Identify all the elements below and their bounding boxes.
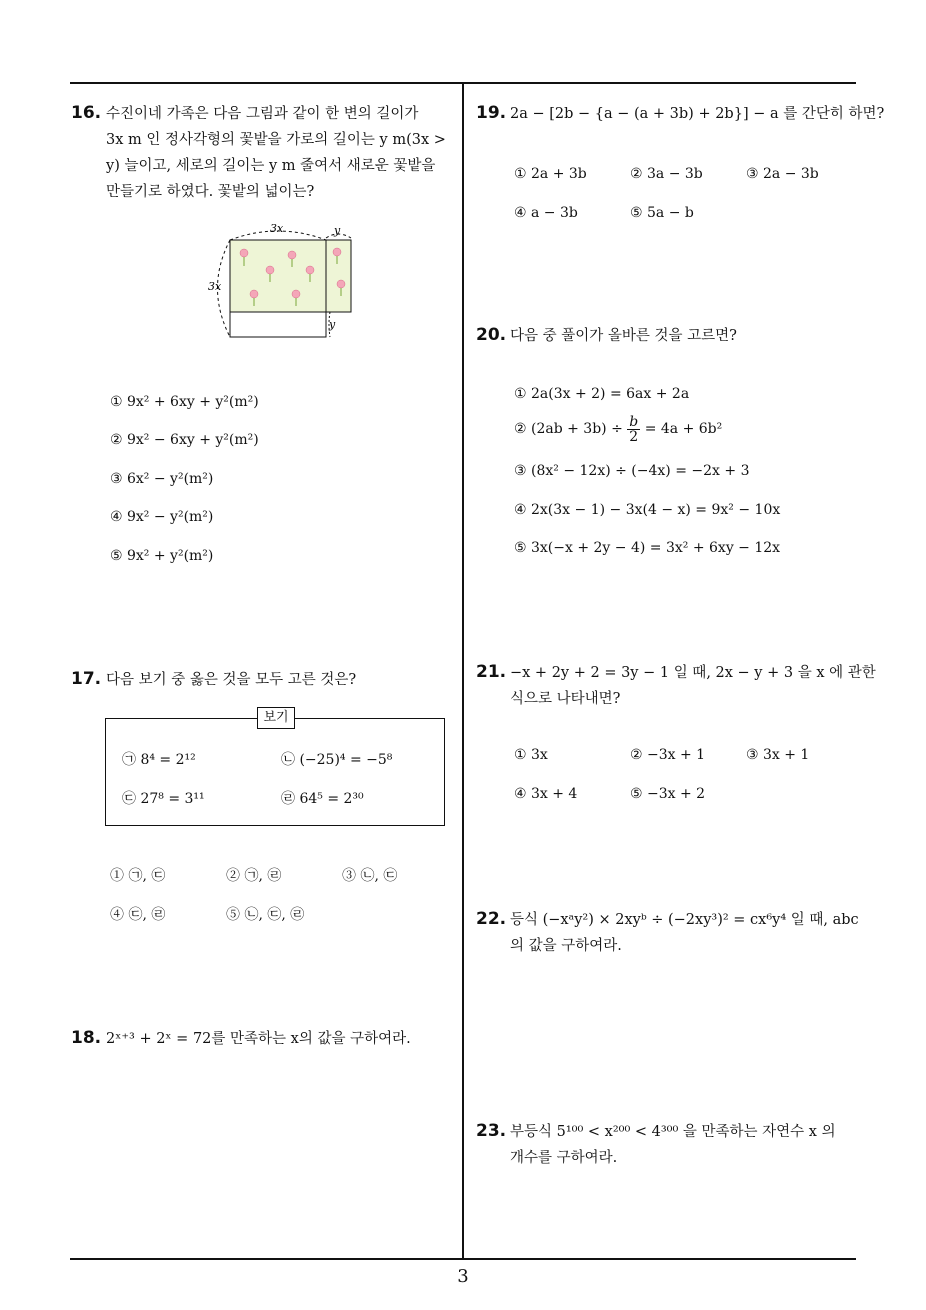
option-1[interactable]: ① 3x [514,747,548,763]
option-5[interactable]: ⑤ 9x² + y²(m²) [110,548,214,564]
option-3[interactable]: ③ 6x² − y²(m²) [110,471,214,487]
question-text-line: 2a − [2b − {a − (a + 3b) + 2b}] − a 를 간단히 하면? [510,106,885,122]
question-number: 17. [71,669,102,689]
question-text-line: 개수를 구하여라. [510,1150,618,1166]
option-5[interactable]: ⑤ 5a − b [630,205,694,221]
option-3[interactable]: ③ ㉡, ㉢ [342,868,398,884]
bogi-item: ㉡ (−25)⁴ = −5⁸ [281,752,393,768]
question-text-line: 만들기로 하였다. 꽃밭의 넓이는? [106,184,315,200]
question-number: 19. [476,103,507,123]
question-number: 18. [71,1028,102,1048]
fraction-denominator: 2 [629,428,639,445]
option-4[interactable]: ④ 9x² − y²(m²) [110,509,214,525]
question-text-line: 부등식 5¹⁰⁰ < x²⁰⁰ < 4³⁰⁰ 을 만족하는 자연수 x 의 [510,1124,836,1140]
bottom-rule [70,1258,856,1260]
question-text-line: 수진이네 가족은 다음 그림과 같이 한 변의 길이가 [106,106,419,122]
figure-label: y [334,224,341,237]
option-2[interactable]: ② ㉠, ㉣ [226,868,282,884]
option-4[interactable]: ④ 3x + 4 [514,786,578,802]
question-number: 21. [476,662,507,682]
question-text-line: −x + 2y + 2 = 3y − 1 일 때, 2x − y + 3 을 x 에 관한 [510,665,876,681]
bogi-item: ㉢ 27⁸ = 3¹¹ [122,791,205,807]
option-1[interactable]: ① ㉠, ㉢ [110,868,166,884]
question-text-line: 2ˣ⁺³ + 2ˣ = 72를 만족하는 x의 값을 구하여라. [106,1031,411,1047]
figure-label: 3x [208,280,222,293]
option-3[interactable]: ③ 3x + 1 [746,747,810,763]
question-number: 16. [71,103,102,123]
option-5[interactable]: ⑤ −3x + 2 [630,786,706,802]
fraction [627,415,640,444]
option-3[interactable]: ③ 2a − 3b [746,166,819,182]
option-2-head: ② (2ab + 3b) ÷ [514,421,623,437]
option-1[interactable]: ① 2a(3x + 2) = 6ax + 2a [514,386,690,402]
figure-label: y [329,318,336,331]
option-5[interactable]: ⑤ ㉡, ㉢, ㉣ [226,907,305,923]
question-number: 22. [476,909,507,929]
option-4[interactable]: ④ ㉢, ㉣ [110,907,166,923]
question-text-line: 의 값을 구하여라. [510,938,622,954]
bogi-item: ㉠ 8⁴ = 2¹² [122,752,196,768]
option-5[interactable]: ⑤ 3x(−x + 2y − 4) = 3x² + 6xy − 12x [514,540,781,556]
option-2[interactable]: ② −3x + 1 [630,747,706,763]
question-text-line: 다음 중 풀이가 올바른 것을 고르면? [510,328,737,344]
option-1[interactable]: ① 2a + 3b [514,166,587,182]
flower-bed-figure [200,220,360,350]
option-4[interactable]: ④ a − 3b [514,205,578,221]
option-1[interactable]: ① 9x² + 6xy + y²(m²) [110,394,259,410]
option-2-tail: = 4a + 6b² [644,421,723,437]
question-text-line: 등식 (−xᵃy²) × 2xyᵇ ÷ (−2xy³)² = cx⁶y⁴ 일 때, abc [510,912,859,928]
question-text-line: 3x m 인 정사각형의 꽃밭을 가로의 길이는 y m(3x > [106,132,446,148]
option-2[interactable] [514,414,722,444]
fraction-numerator: b [629,413,639,430]
question-text-line: 식으로 나타내면? [510,691,621,707]
column-divider [462,83,464,1259]
option-4[interactable]: ④ 2x(3x − 1) − 3x(4 − x) = 9x² − 10x [514,502,781,518]
option-3[interactable]: ③ (8x² − 12x) ÷ (−4x) = −2x + 3 [514,463,750,479]
option-2[interactable]: ② 3a − 3b [630,166,703,182]
figure-label: 3x [270,222,284,235]
question-number: 20. [476,325,507,345]
question-number: 23. [476,1121,507,1141]
question-text-line: y) 늘이고, 세로의 길이는 y m 줄여서 새로운 꽃밭을 [106,158,436,174]
bogi-item: ㉣ 64⁵ = 2³⁰ [281,791,364,807]
bogi-label: 보기 [257,707,295,729]
bogi-box [105,718,445,826]
question-text-line: 다음 보기 중 옳은 것을 모두 고른 것은? [106,672,357,688]
page-number: 3 [457,1266,469,1287]
option-2[interactable]: ② 9x² − 6xy + y²(m²) [110,432,259,448]
